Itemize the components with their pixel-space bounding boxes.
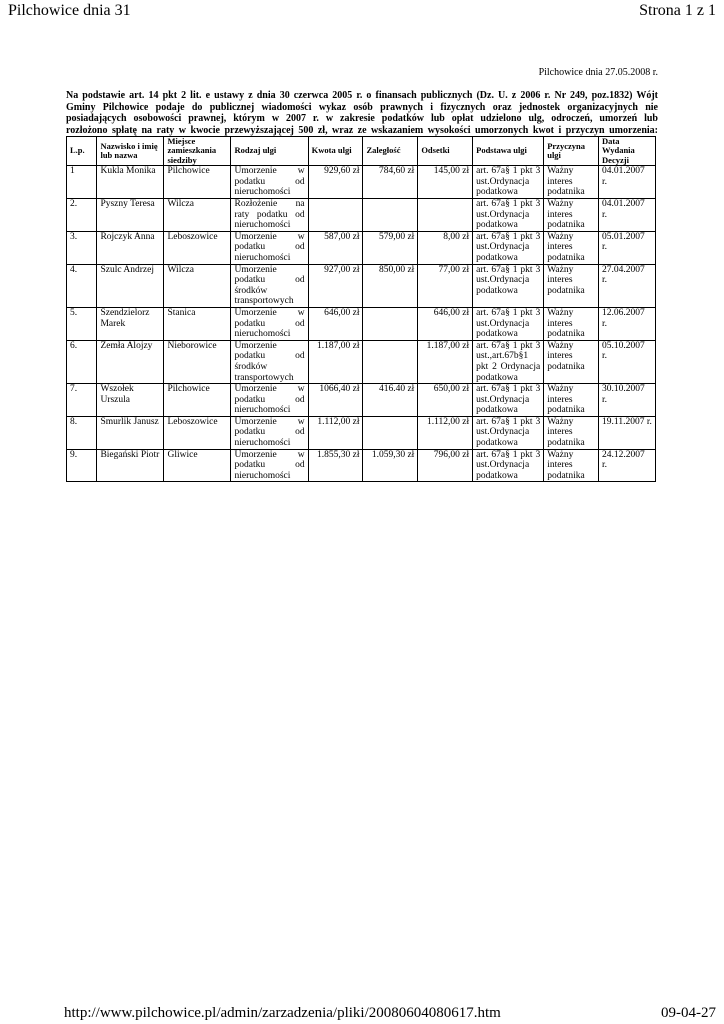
cell-location: Leboszowice bbox=[164, 231, 231, 264]
cell-person-name: Smurlik Janusz bbox=[97, 416, 164, 449]
cell-interest: 1.112,00 zł bbox=[418, 416, 473, 449]
cell-interest: 646,00 zł bbox=[418, 307, 473, 340]
intro-line: Na podstawie art. 14 pkt 2 lit. e ustawy z dnia 30 czerwca 2005 r. o finansach publicznych (Dz. U. z 2006 r. Nr 249, poz.1832) Wójt bbox=[66, 90, 658, 101]
cell-arrears: 416.40 zł bbox=[363, 384, 418, 417]
cell-relief-reason: Ważny interes podatnika bbox=[544, 231, 599, 264]
column-header: Miejsce zamieszkania siedziby bbox=[164, 137, 231, 166]
table-row bbox=[67, 307, 656, 340]
cell-row-number: 3. bbox=[67, 231, 97, 264]
cell-relief-reason: Ważny interes podatnika bbox=[544, 307, 599, 340]
print-footer-date: 09-04-27 bbox=[661, 1005, 716, 1021]
table-header-row bbox=[67, 137, 656, 166]
cell-relief-reason: Ważny interes podatnika bbox=[544, 384, 599, 417]
cell-relief-type: Rozłożenie na raty podatku od nieruchomości bbox=[231, 199, 308, 232]
column-header: Odsetki bbox=[418, 137, 473, 166]
relief-table bbox=[66, 136, 656, 482]
cell-arrears bbox=[363, 416, 418, 449]
cell-arrears: 784,60 zł bbox=[363, 166, 418, 199]
cell-location: Wilcza bbox=[164, 264, 231, 307]
cell-relief-reason: Ważny interes podatnika bbox=[544, 166, 599, 199]
cell-relief-amount: 646,00 zł bbox=[308, 307, 363, 340]
cell-decision-date: 05.10.2007 r. bbox=[599, 340, 656, 383]
cell-relief-type: Umorzenie w podatku od nieruchomości bbox=[231, 384, 308, 417]
cell-relief-amount: 587,00 zł bbox=[308, 231, 363, 264]
cell-relief-amount bbox=[308, 199, 363, 232]
intro-paragraph bbox=[66, 90, 658, 136]
cell-location: Wilcza bbox=[164, 199, 231, 232]
cell-row-number: 6. bbox=[67, 340, 97, 383]
cell-relief-amount: 1066,40 zł bbox=[308, 384, 363, 417]
cell-arrears bbox=[363, 307, 418, 340]
column-header: Data Wydania Decyzji bbox=[599, 137, 656, 166]
cell-legal-basis: art. 67a§ 1 pkt 3 ust.,art.67b§1 pkt 2 Ordynacja podatkowa bbox=[473, 340, 544, 383]
cell-decision-date: 24.12.2007 r. bbox=[599, 449, 656, 482]
cell-relief-type: Umorzenie w podatku od nieruchomości bbox=[231, 449, 308, 482]
cell-decision-date: 12.06.2007 r. bbox=[599, 307, 656, 340]
cell-location: Gliwice bbox=[164, 449, 231, 482]
cell-person-name: Biegański Piotr bbox=[97, 449, 164, 482]
cell-legal-basis: art. 67a§ 1 pkt 3 ust.Ordynacja podatkowa bbox=[473, 264, 544, 307]
cell-row-number: 5. bbox=[67, 307, 97, 340]
column-header: Nazwisko i imię lub nazwa bbox=[97, 137, 164, 166]
cell-decision-date: 30.10.2007 r. bbox=[599, 384, 656, 417]
cell-arrears: 1.059,30 zł bbox=[363, 449, 418, 482]
cell-person-name: Kukla Monika bbox=[97, 166, 164, 199]
column-header: L.p. bbox=[67, 137, 97, 166]
cell-person-name: Rojczyk Anna bbox=[97, 231, 164, 264]
cell-relief-type: Umorzenie podatku od środków transportowych bbox=[231, 264, 308, 307]
cell-relief-reason: Ważny interes podatnika bbox=[544, 416, 599, 449]
print-header-title: Pilchowice dnia 31 bbox=[8, 2, 131, 19]
cell-relief-reason: Ważny interes podatnika bbox=[544, 264, 599, 307]
cell-arrears: 850,00 zł bbox=[363, 264, 418, 307]
cell-decision-date: 27.04.2007 r. bbox=[599, 264, 656, 307]
cell-legal-basis: art. 67a§ 1 pkt 3 ust.Ordynacja podatkowa bbox=[473, 307, 544, 340]
cell-legal-basis: art. 67a§ 1 pkt 3 ust.Ordynacja podatkowa bbox=[473, 231, 544, 264]
cell-row-number: 8. bbox=[67, 416, 97, 449]
document-date: Pilchowice dnia 27.05.2008 r. bbox=[538, 67, 658, 78]
cell-person-name: Pyszny Teresa bbox=[97, 199, 164, 232]
column-header: Rodzaj ulgi bbox=[231, 137, 308, 166]
cell-arrears bbox=[363, 199, 418, 232]
cell-decision-date: 05.01.2007 r. bbox=[599, 231, 656, 264]
table-row bbox=[67, 231, 656, 264]
cell-relief-type: Umorzenie w podatku od nieruchomości bbox=[231, 166, 308, 199]
table-row bbox=[67, 340, 656, 383]
cell-legal-basis: art. 67a§ 1 pkt 3 ust.Ordynacja podatkowa bbox=[473, 199, 544, 232]
print-footer-url: http://www.pilchowice.pl/admin/zarzadzenia/pliki/20080604080617.htm bbox=[64, 1005, 501, 1021]
table-body bbox=[67, 166, 656, 482]
cell-relief-type: Umorzenie w podatku od nieruchomości bbox=[231, 416, 308, 449]
table-row bbox=[67, 199, 656, 232]
cell-location: Pilchowice bbox=[164, 166, 231, 199]
cell-relief-type: Umorzenie podatku od środków transportowych bbox=[231, 340, 308, 383]
column-header: Podstawa ulgi bbox=[473, 137, 544, 166]
cell-decision-date: 04.01.2007 r. bbox=[599, 199, 656, 232]
cell-row-number: 1 bbox=[67, 166, 97, 199]
cell-legal-basis: art. 67a§ 1 pkt 3 ust.Ordynacja podatkowa bbox=[473, 166, 544, 199]
table-row bbox=[67, 384, 656, 417]
cell-arrears: 579,00 zł bbox=[363, 231, 418, 264]
cell-interest bbox=[418, 199, 473, 232]
column-header: Przyczyna ulgi bbox=[544, 137, 599, 166]
table-row bbox=[67, 416, 656, 449]
cell-location: Leboszowice bbox=[164, 416, 231, 449]
cell-interest: 77,00 zł bbox=[418, 264, 473, 307]
intro-line: rozłożono spłatę na raty w kwocie przewyższającej 500 zł, wraz ze wskazaniem wysokości umorzonych kwot i przyczyn umorzenia: bbox=[66, 124, 658, 136]
cell-interest: 8,00 zł bbox=[418, 231, 473, 264]
cell-relief-reason: Ważny interes podatnika bbox=[544, 449, 599, 482]
cell-legal-basis: art. 67a§ 1 pkt 3 ust.Ordynacja podatkowa bbox=[473, 449, 544, 482]
cell-row-number: 7. bbox=[67, 384, 97, 417]
cell-legal-basis: art. 67a§ 1 pkt 3 ust.Ordynacja podatkowa bbox=[473, 416, 544, 449]
cell-legal-basis: art. 67a§ 1 pkt 3 ust.Ordynacja podatkowa bbox=[473, 384, 544, 417]
cell-person-name: Żemła Alojzy bbox=[97, 340, 164, 383]
cell-relief-reason: Ważny interes podatnika bbox=[544, 199, 599, 232]
cell-row-number: 2. bbox=[67, 199, 97, 232]
cell-location: Pilchowice bbox=[164, 384, 231, 417]
cell-relief-type: Umorzenie w podatku od nieruchomości bbox=[231, 231, 308, 264]
cell-relief-amount: 929,60 zł bbox=[308, 166, 363, 199]
cell-row-number: 4. bbox=[67, 264, 97, 307]
cell-relief-amount: 1.855,30 zł bbox=[308, 449, 363, 482]
cell-decision-date: 04.01.2007 r. bbox=[599, 166, 656, 199]
table-row bbox=[67, 449, 656, 482]
column-header: Zaległość bbox=[363, 137, 418, 166]
table-row bbox=[67, 166, 656, 199]
cell-interest: 796,00 zł bbox=[418, 449, 473, 482]
print-header-page-number: Strona 1 z 1 bbox=[639, 2, 716, 19]
cell-relief-type: Umorzenie w podatku od nieruchomości bbox=[231, 307, 308, 340]
cell-person-name: Wszołek Urszula bbox=[97, 384, 164, 417]
cell-relief-amount: 927,00 zł bbox=[308, 264, 363, 307]
table-row bbox=[67, 264, 656, 307]
cell-decision-date: 19.11.2007 r. bbox=[599, 416, 656, 449]
cell-interest: 145,00 zł bbox=[418, 166, 473, 199]
cell-arrears bbox=[363, 340, 418, 383]
intro-line: posiadających osobowości prawnej, którym w 2007 r. w zakresie podatków lub opłat udzielono ulg, odroczeń, umorzeń lub bbox=[66, 113, 658, 124]
cell-relief-reason: Ważny interes podatnika bbox=[544, 340, 599, 383]
cell-row-number: 9. bbox=[67, 449, 97, 482]
column-header: Kwota ulgi bbox=[308, 137, 363, 166]
cell-location: Nieborowice bbox=[164, 340, 231, 383]
intro-line: Gminy Pilchowice podaje do publicznej wiadomości wykaz osób prawnych i fizycznych oraz jednostek organizacyjnych nie bbox=[66, 101, 658, 113]
cell-interest: 650,00 zł bbox=[418, 384, 473, 417]
cell-person-name: Szendzielorz Marek bbox=[97, 307, 164, 340]
cell-relief-amount: 1.112,00 zł bbox=[308, 416, 363, 449]
cell-relief-amount: 1.187,00 zł bbox=[308, 340, 363, 383]
cell-person-name: Szulc Andrzej bbox=[97, 264, 164, 307]
cell-location: Stanica bbox=[164, 307, 231, 340]
cell-interest: 1.187,00 zł bbox=[418, 340, 473, 383]
